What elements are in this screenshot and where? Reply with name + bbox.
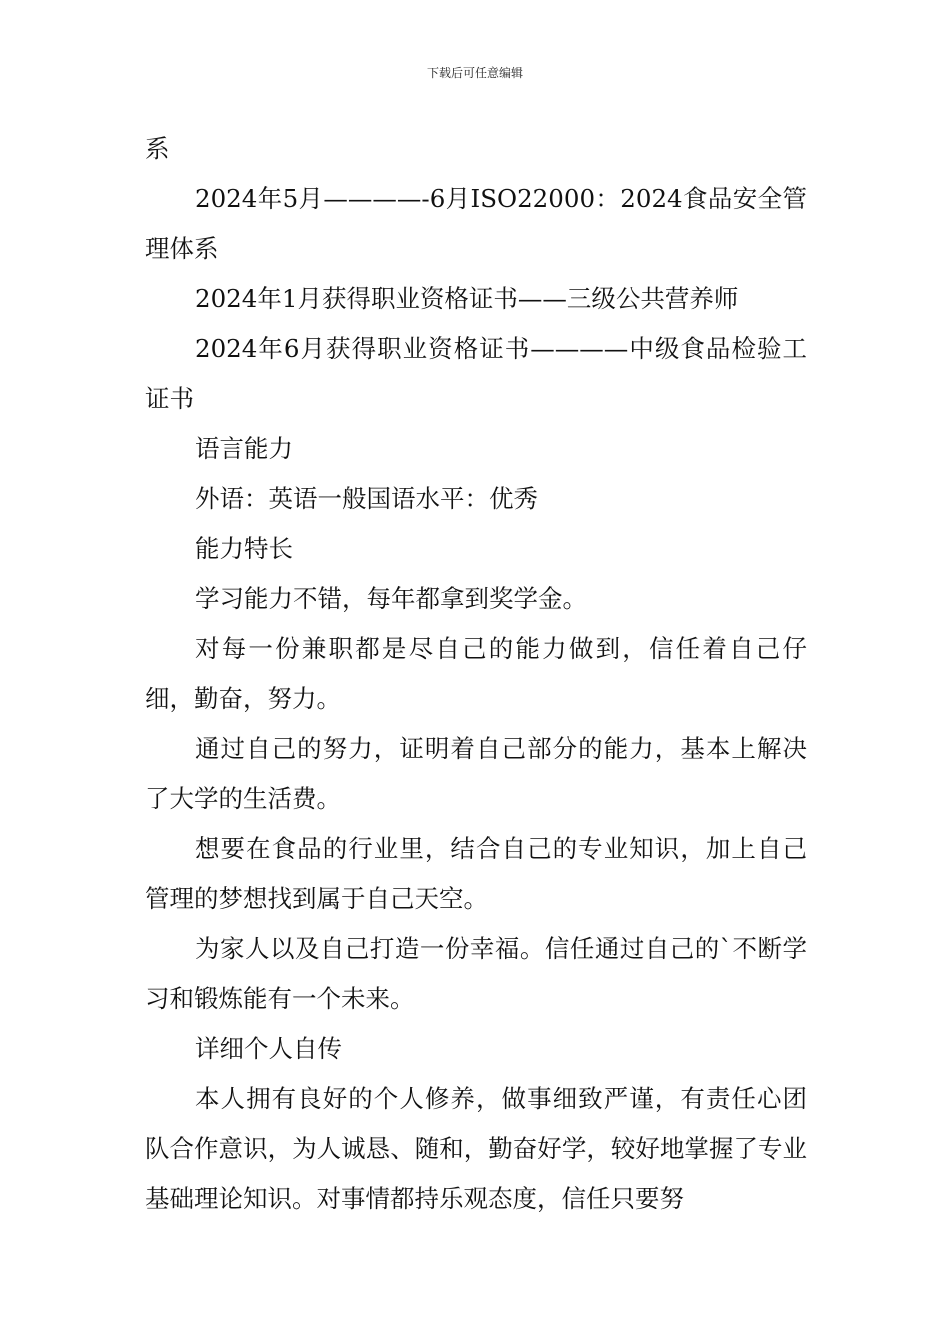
paragraph-iso22000: 2024年5月————-6月ISO22000：2024食品安全管理体系 — [145, 184, 807, 263]
paragraph-part-time: 对每一份兼职都是尽自己的能力做到，信任着自己仔细，勤奋，努力。 — [145, 634, 807, 713]
paragraph-career-goal: 想要在食品的行业里，结合自己的专业知识，加上自己管理的梦想找到属于自己天空。 — [145, 834, 807, 913]
paragraph-autobiography: 本人拥有良好的个人修养，做事细致严谨，有责任心团队合作意识，为人诚恳、随和，勤奋好学，较好地掌握了专业基础理论知识。对事情都持乐观态度，信任只要努 — [145, 1084, 807, 1213]
heading-autobiography: 详细个人自传 — [195, 1034, 342, 1063]
paragraph-nutritionist-cert: 2024年1月获得职业资格证书——三级公共营养师 — [195, 284, 739, 313]
page-header: 下载后可任意编辑 — [426, 66, 523, 80]
paragraph-foreign-language: 外语：英语一般国语水平：优秀 — [195, 484, 538, 513]
paragraph-self-support: 通过自己的努力，证明着自己部分的能力，基本上解决了大学的生活费。 — [145, 734, 807, 813]
heading-language-ability: 语言能力 — [195, 434, 293, 463]
paragraph-food-inspector-cert: 2024年6月获得职业资格证书————中级食品检验工证书 — [145, 334, 807, 413]
paragraph-learning-ability: 学习能力不错，每年都拿到奖学金。 — [195, 584, 587, 613]
paragraph-family: 为家人以及自己打造一份幸福。信任通过自己的`不断学习和锻炼能有一个未来。 — [145, 934, 807, 1013]
paragraph-continuation: 系 — [145, 134, 170, 163]
heading-skills: 能力特长 — [195, 534, 293, 563]
document-body — [145, 124, 807, 1224]
